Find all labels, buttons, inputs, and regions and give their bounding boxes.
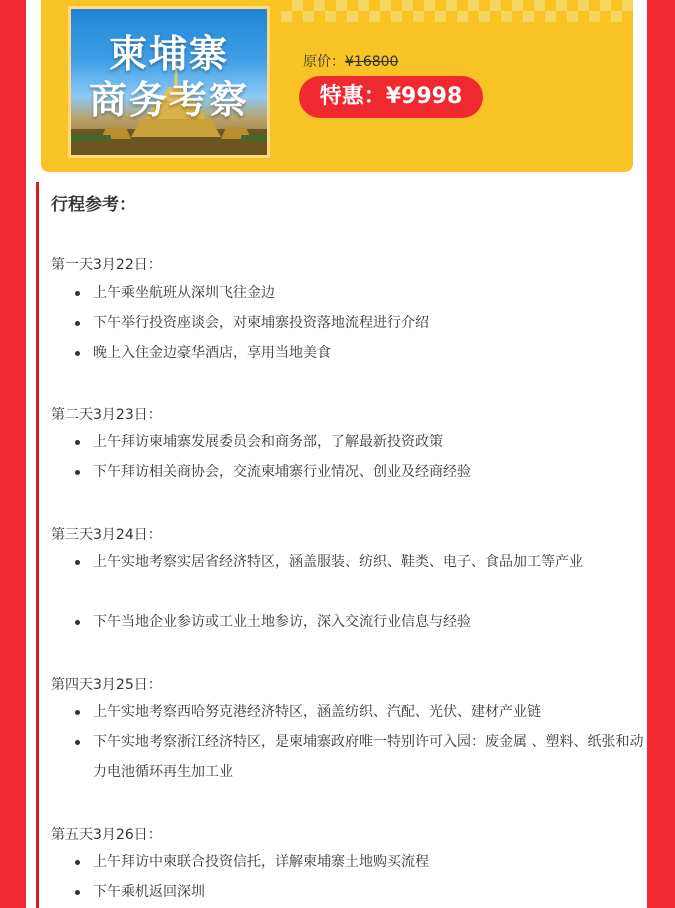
list-item [75,457,645,487]
list-item-text: 下午当地企业参访或工业土地参访，深入交流行业信息与经验 [93,614,471,630]
list-item-text: 上午拜访柬埔寨发展委员会和商务部，了解最新投资政策 [93,434,443,450]
day-heading: 第五天3月26日： [51,827,162,843]
page-content [26,0,647,908]
list-item-text: 晚上入住金边豪华酒店，享用当地美食 [93,345,331,361]
list-item [75,727,645,787]
right-red-border [647,0,675,908]
list-item [75,308,645,338]
list-item [75,847,645,877]
left-red-border [0,0,26,908]
day-heading: 第四天3月25日： [51,677,162,693]
list-item-text: 上午拜访中柬联合投资信托，详解柬埔寨土地购买流程 [93,854,429,870]
list-item-text: 上午乘坐航班从深圳飞往金边 [93,285,275,301]
original-price [303,51,398,71]
itinerary-section [36,182,650,908]
day-heading: 第三天3月24日： [51,527,162,543]
list-item-text: 上午实地考察实居省经济特区，涵盖服装、纺织、鞋类、电子、食品加工等产业 [93,554,583,570]
list-item [75,278,645,308]
photo-title-line1: 柬埔寨 [108,32,229,76]
checker-pattern [281,0,633,22]
list-item [75,427,645,457]
list-item [75,338,645,368]
photo-title-line2: 商务考察 [88,78,249,122]
promo-price-badge: 特惠：¥9998 [299,76,483,118]
list-item-text: 下午拜访相关商协会，交流柬埔寨行业情况、创业及经商经验 [93,464,471,480]
list-item [75,877,645,907]
original-price-value: ¥16800 [345,54,399,70]
original-price-label: 原价： [303,54,345,70]
hero-banner [41,0,633,172]
list-item [75,697,645,727]
day-heading: 第一天3月22日： [51,257,162,273]
day-heading: 第二天3月23日： [51,407,162,423]
itinerary-title: 行程参考： [51,195,136,215]
list-item [75,547,645,577]
list-item-text: 下午举行投资座谈会，对柬埔寨投资落地流程进行介绍 [93,315,429,331]
list-item-text: 上午实地考察西哈努克港经济特区，涵盖纺织、汽配、光伏、建材产业链 [93,704,541,720]
list-item [75,607,645,637]
list-item-text: 下午乘机返回深圳 [93,884,205,900]
cambodia-temple-photo [68,6,270,158]
list-item-text: 下午实地考察浙江经济特区，是柬埔寨政府唯一特别许可入园：废金属 、塑料、纸张和动力电池循环再生加工业 [93,734,644,780]
